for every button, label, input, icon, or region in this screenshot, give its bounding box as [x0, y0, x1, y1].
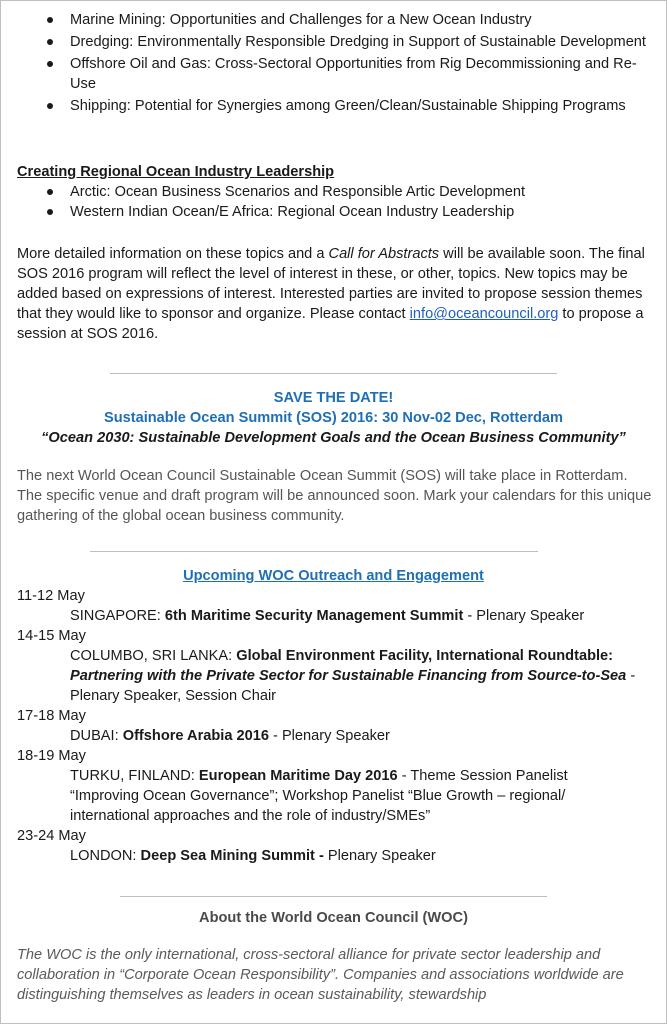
sos-paragraph: The next World Ocean Council Sustainable Ocean Summit (SOS) will take place in Rotterdam. The specific venue and draft program will be announced soon. Mark your calendars for this unique gathering of the global ocean business community.: [17, 468, 652, 524]
outreach-title-wrap: [0, 566, 667, 586]
event-place: SINGAPORE:: [70, 608, 165, 624]
event-name-italic: Partnering with the Private Sector for Sustainable Financing from Source-to-Sea: [70, 668, 627, 684]
event-detail: [17, 646, 657, 706]
save-date-subtitle: Sustainable Ocean Summit (SOS) 2016: 30 Nov-02 Dec, Rotterdam: [103, 410, 564, 426]
bullet-item: Western Indian Ocean/E Africa: Regional Ocean Industry Leadership: [0, 202, 667, 222]
event-name: Offshore Arabia 2016: [122, 728, 269, 744]
event-role: - Theme Session Panelist “Improving Ocean Governance”; Workshop Panelist “Blue Growth – regional/ international approaches and the role of industry/SMEs”: [70, 768, 568, 824]
event-place: COLUMBO, SRI LANKA:: [70, 648, 237, 664]
regional-bullet-list: [0, 182, 667, 222]
event-date: 14-15 May: [17, 628, 86, 644]
bullet-item: Dredging: Environmentally Responsible Dredging in Support of Sustainable Development: [0, 32, 667, 52]
event-name: European Maritime Day 2016: [198, 768, 398, 784]
event-name: 6th Maritime Security Management Summit: [164, 608, 464, 624]
event-item: [17, 626, 657, 706]
about-title: About the World Ocean Council (WOC): [199, 910, 468, 926]
event-place: LONDON:: [70, 848, 141, 864]
event-detail: [17, 766, 657, 826]
event-name: Global Environment Facility, International Roundtable:: [236, 648, 614, 664]
event-role: - Plenary Speaker: [268, 728, 390, 744]
divider: [90, 551, 538, 552]
event-name: Deep Sea Mining Summit -: [140, 848, 324, 864]
about-title-wrap: [0, 908, 667, 928]
regional-leadership-heading: Creating Regional Ocean Industry Leadership: [17, 164, 335, 180]
event-item: [17, 826, 657, 866]
email-link[interactable]: info@oceancouncil.org: [409, 306, 559, 322]
divider: [120, 896, 547, 897]
bullet-item: Marine Mining: Opportunities and Challenges for a New Ocean Industry: [0, 10, 667, 30]
event-date: 18-19 May: [17, 748, 86, 764]
events-list: [17, 586, 657, 866]
event-place: TURKU, FINLAND:: [70, 768, 199, 784]
event-detail: [17, 606, 657, 626]
event-detail: [17, 846, 657, 866]
divider: [110, 373, 557, 374]
event-date: 11-12 May: [17, 588, 85, 604]
event-item: [17, 706, 657, 746]
bullet-item: Arctic: Ocean Business Scenarios and Responsible Artic Development: [0, 182, 667, 202]
event-item: [17, 586, 657, 626]
bullet-item: Offshore Oil and Gas: Cross-Sectoral Opportunities from Rig Decommissioning and Re-Use: [0, 54, 667, 94]
event-place: DUBAI:: [70, 728, 123, 744]
event-role: - Plenary Speaker: [463, 608, 585, 624]
event-item: [17, 746, 657, 826]
call-for-abstracts: Call for Abstracts: [328, 246, 440, 262]
outreach-title: Upcoming WOC Outreach and Engagement: [183, 568, 484, 584]
info-paragraph: [17, 244, 647, 344]
event-date: 17-18 May: [17, 708, 86, 724]
topic-bullet-list: [0, 10, 667, 116]
event-role: Plenary Speaker: [323, 848, 436, 864]
save-date-title: SAVE THE DATE!: [273, 390, 394, 406]
save-date-theme: “Ocean 2030: Sustainable Development Goals and the Ocean Business Community”: [41, 430, 626, 446]
event-detail: [17, 726, 657, 746]
info-text: More detailed information on these topics and a: [17, 246, 329, 262]
about-paragraph: The WOC is the only international, cross-sectoral alliance for private sector leadership and collaboration in “Corporate Ocean Responsibility”. Companies and associations worldwide are distinguishing themselves as leaders in ocean sustainability, stewardship: [17, 947, 624, 1003]
info-text: will be available soon. The final SOS 2016 program will reflect the level of interest in these, or other, topics. New topics may be added based on expressions of interest. Interested parties are invited to propose session themes that they would like to sponsor and organize. Please contact: [17, 246, 645, 322]
event-date: 23-24 May: [17, 828, 86, 844]
info-text: to propose a session at SOS 2016.: [17, 306, 644, 342]
event-role: - Plenary Speaker, Session Chair: [70, 668, 636, 704]
bullet-item: Shipping: Potential for Synergies among Green/Clean/Sustainable Shipping Programs: [0, 96, 667, 116]
